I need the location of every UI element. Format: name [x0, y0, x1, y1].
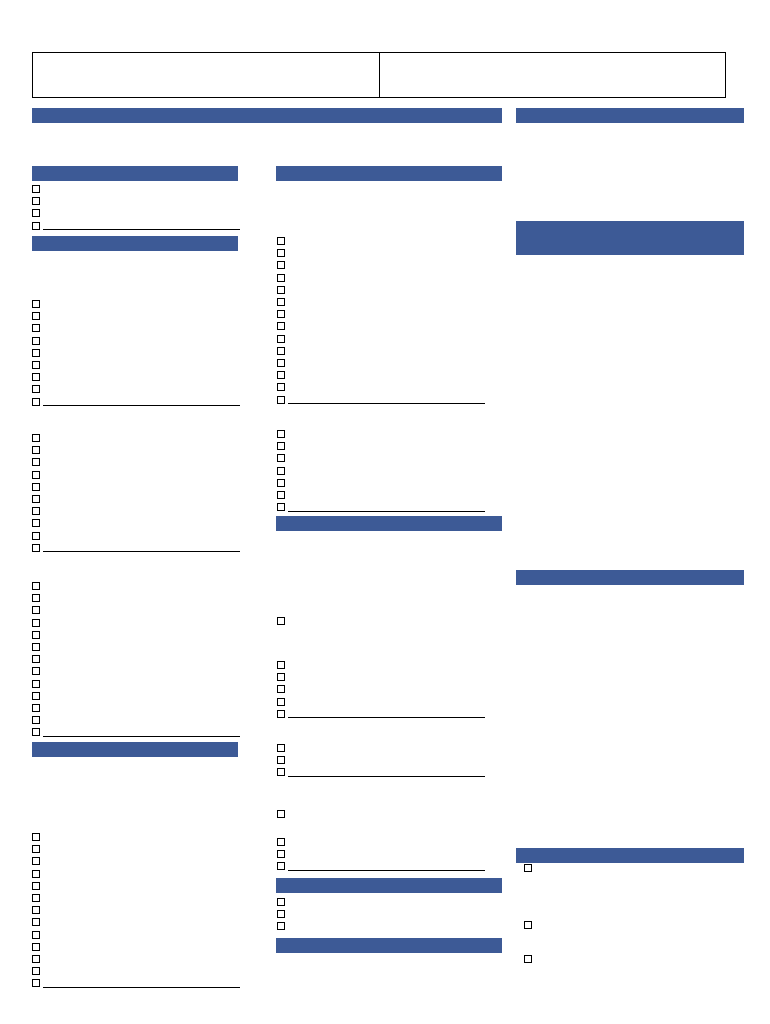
- course-row[interactable]: [32, 714, 258, 726]
- course-row[interactable]: [32, 831, 258, 843]
- course-row[interactable]: [277, 452, 503, 464]
- checkbox[interactable]: [32, 209, 40, 217]
- checkbox[interactable]: [32, 544, 40, 552]
- write-in-row[interactable]: [277, 501, 503, 513]
- course-row[interactable]: [32, 953, 258, 965]
- developmental-header: [276, 878, 502, 893]
- checkbox[interactable]: [32, 582, 40, 590]
- checkbox[interactable]: [277, 237, 285, 245]
- checkbox[interactable]: [32, 967, 40, 975]
- checkbox[interactable]: [277, 756, 285, 764]
- course-row[interactable]: [32, 892, 258, 904]
- course-row[interactable]: [32, 904, 258, 916]
- course-row[interactable]: [277, 259, 503, 271]
- write-in-row[interactable]: [277, 860, 503, 872]
- humanities-visual-arts-list: [32, 298, 258, 408]
- checkbox[interactable]: [277, 430, 285, 438]
- course-row[interactable]: [32, 604, 258, 616]
- checkbox[interactable]: [32, 882, 40, 890]
- write-in-row[interactable]: [277, 393, 503, 405]
- checkbox[interactable]: [32, 716, 40, 724]
- write-in-line[interactable]: [288, 862, 485, 871]
- humanities-philosophy-list: [32, 432, 258, 554]
- checkbox[interactable]: [32, 955, 40, 963]
- checkbox[interactable]: [32, 692, 40, 700]
- checkbox[interactable]: [32, 185, 40, 193]
- checkbox[interactable]: [277, 810, 285, 818]
- checkbox[interactable]: [32, 979, 40, 987]
- checkbox[interactable]: [277, 862, 285, 870]
- biological-sciences-list: [277, 428, 503, 513]
- course-row[interactable]: [277, 671, 503, 683]
- course-row[interactable]: [277, 808, 503, 820]
- checkbox[interactable]: [277, 685, 285, 693]
- checkbox[interactable]: [32, 446, 40, 454]
- course-row[interactable]: [32, 592, 258, 604]
- checkbox[interactable]: [32, 519, 40, 527]
- checkbox[interactable]: [277, 396, 285, 404]
- mathematics-list: [32, 831, 258, 989]
- write-in-row[interactable]: [32, 977, 258, 989]
- course-row[interactable]: [277, 742, 503, 754]
- checkbox[interactable]: [277, 491, 285, 499]
- course-row[interactable]: [277, 272, 503, 284]
- course-row[interactable]: [277, 308, 503, 320]
- checkbox[interactable]: [277, 454, 285, 462]
- checkbox[interactable]: [277, 898, 285, 906]
- write-in-row[interactable]: [32, 542, 258, 554]
- checkbox[interactable]: [277, 768, 285, 776]
- course-row[interactable]: [32, 617, 258, 629]
- course-row[interactable]: [277, 345, 503, 357]
- mathematics-header: [32, 742, 238, 757]
- course-row[interactable]: [277, 836, 503, 848]
- checkbox[interactable]: [277, 347, 285, 355]
- checkbox[interactable]: [277, 442, 285, 450]
- physical-sciences-list: [277, 235, 503, 406]
- major-electives-header: [516, 108, 744, 123]
- info-left: [33, 53, 379, 97]
- checkbox[interactable]: [32, 385, 40, 393]
- checkbox[interactable]: [277, 673, 285, 681]
- write-in-row[interactable]: [32, 396, 258, 408]
- checkbox[interactable]: [32, 471, 40, 479]
- checkbox[interactable]: [32, 655, 40, 663]
- course-row[interactable]: [32, 653, 258, 665]
- course-row[interactable]: [277, 489, 503, 501]
- course-row[interactable]: [32, 383, 258, 395]
- course-row[interactable]: [277, 333, 503, 345]
- checkbox[interactable]: [277, 503, 285, 511]
- course-row[interactable]: [32, 665, 258, 677]
- course-row[interactable]: [32, 965, 258, 977]
- checkbox[interactable]: [524, 921, 532, 929]
- write-in-line[interactable]: [43, 543, 240, 552]
- checkbox[interactable]: [277, 274, 285, 282]
- checkbox[interactable]: [32, 483, 40, 491]
- course-row[interactable]: [32, 929, 258, 941]
- natural-sciences-header: [276, 166, 502, 181]
- key-header: [276, 938, 502, 953]
- other-requirements-header: [516, 848, 744, 863]
- course-row[interactable]: [277, 235, 503, 247]
- write-in-line[interactable]: [288, 709, 485, 718]
- write-in-line[interactable]: [43, 397, 240, 406]
- checkbox[interactable]: [277, 479, 285, 487]
- checkbox[interactable]: [32, 324, 40, 332]
- checkbox[interactable]: [277, 286, 285, 294]
- write-in-row[interactable]: [277, 766, 503, 778]
- general-education-core-requirement: [524, 864, 746, 872]
- course-row[interactable]: [277, 848, 503, 860]
- course-row[interactable]: [277, 284, 503, 296]
- checkbox[interactable]: [32, 373, 40, 381]
- checkbox[interactable]: [277, 322, 285, 330]
- history-global-list: [277, 659, 503, 720]
- checkbox[interactable]: [277, 698, 285, 706]
- course-row[interactable]: [277, 477, 503, 489]
- write-in-line[interactable]: [288, 395, 485, 404]
- checkbox[interactable]: [32, 870, 40, 878]
- foreign-language-requirement: [524, 955, 746, 963]
- checkbox[interactable]: [277, 298, 285, 306]
- course-row[interactable]: [32, 505, 258, 517]
- course-row[interactable]: [32, 335, 258, 347]
- course-row[interactable]: [32, 868, 258, 880]
- course-row[interactable]: [32, 359, 258, 371]
- checkbox[interactable]: [32, 631, 40, 639]
- notes-header: [516, 570, 744, 585]
- communications-header: [32, 166, 238, 181]
- course-row[interactable]: [32, 469, 258, 481]
- course-row[interactable]: [32, 855, 258, 867]
- checkbox[interactable]: [277, 359, 285, 367]
- history-us-list: [277, 742, 503, 779]
- course-row[interactable]: [32, 347, 258, 359]
- humanities-literature-list: [32, 580, 258, 738]
- checkbox[interactable]: [32, 906, 40, 914]
- course-row[interactable]: [277, 615, 503, 627]
- checkbox[interactable]: [277, 249, 285, 257]
- checkbox[interactable]: [32, 667, 40, 675]
- course-row[interactable]: [32, 298, 258, 310]
- course-row[interactable]: [277, 908, 503, 920]
- course-row[interactable]: [32, 444, 258, 456]
- course-row[interactable]: [32, 941, 258, 953]
- government-global-list: [277, 808, 503, 820]
- course-row[interactable]: [32, 183, 258, 195]
- course-row[interactable]: [277, 754, 503, 766]
- course-row[interactable]: [32, 195, 258, 207]
- social-sciences-header: [276, 516, 502, 531]
- checkbox[interactable]: [277, 261, 285, 269]
- course-row[interactable]: [32, 310, 258, 322]
- write-in-line[interactable]: [43, 728, 240, 737]
- checkbox[interactable]: [277, 710, 285, 718]
- checkbox[interactable]: [32, 361, 40, 369]
- checkbox[interactable]: [32, 337, 40, 345]
- course-row[interactable]: [32, 432, 258, 444]
- checkbox[interactable]: [32, 704, 40, 712]
- checkbox[interactable]: [32, 594, 40, 602]
- gened-header: [32, 108, 502, 123]
- course-row[interactable]: [32, 493, 258, 505]
- checkbox[interactable]: [32, 833, 40, 841]
- checkbox[interactable]: [32, 349, 40, 357]
- checkbox[interactable]: [32, 918, 40, 926]
- course-row[interactable]: [32, 880, 258, 892]
- checkbox[interactable]: [277, 335, 285, 343]
- course-row[interactable]: [32, 207, 258, 219]
- write-in-line[interactable]: [43, 979, 240, 988]
- civic-literacy-requirement: [524, 921, 746, 929]
- electives-header: [516, 221, 744, 255]
- course-row[interactable]: [277, 696, 503, 708]
- checkbox[interactable]: [32, 312, 40, 320]
- developmental-list: [277, 896, 503, 933]
- checkbox[interactable]: [32, 943, 40, 951]
- course-row[interactable]: [32, 481, 258, 493]
- write-in-line[interactable]: [288, 768, 485, 777]
- checkbox[interactable]: [32, 300, 40, 308]
- communications-list: [32, 183, 258, 232]
- course-row[interactable]: [32, 916, 258, 928]
- course-row[interactable]: [277, 320, 503, 332]
- course-row[interactable]: [277, 428, 503, 440]
- checkbox[interactable]: [32, 458, 40, 466]
- info-right: [379, 53, 726, 97]
- course-row[interactable]: [277, 920, 503, 932]
- checkbox[interactable]: [32, 606, 40, 614]
- course-row[interactable]: [32, 641, 258, 653]
- checkbox[interactable]: [32, 619, 40, 627]
- checkbox[interactable]: [32, 845, 40, 853]
- checkbox[interactable]: [32, 728, 40, 736]
- write-in-row[interactable]: [277, 708, 503, 720]
- government-us-list: [277, 836, 503, 873]
- checkbox[interactable]: [277, 661, 285, 669]
- course-row[interactable]: [32, 322, 258, 334]
- course-row[interactable]: [277, 357, 503, 369]
- course-row[interactable]: [277, 896, 503, 908]
- checkbox[interactable]: [524, 955, 532, 963]
- checkbox[interactable]: [524, 864, 532, 872]
- course-row[interactable]: [32, 371, 258, 383]
- course-row[interactable]: [32, 517, 258, 529]
- checkbox[interactable]: [277, 744, 285, 752]
- checkbox[interactable]: [277, 383, 285, 391]
- course-row[interactable]: [277, 381, 503, 393]
- checkbox[interactable]: [32, 643, 40, 651]
- checkbox[interactable]: [32, 222, 40, 230]
- write-in-row[interactable]: [32, 220, 258, 232]
- checkbox[interactable]: [32, 532, 40, 540]
- course-row[interactable]: [277, 296, 503, 308]
- checkbox[interactable]: [32, 507, 40, 515]
- course-row[interactable]: [277, 440, 503, 452]
- course-row[interactable]: [32, 456, 258, 468]
- course-row[interactable]: [277, 683, 503, 695]
- course-row[interactable]: [277, 465, 503, 477]
- checkbox[interactable]: [32, 931, 40, 939]
- behavioral-sciences-list: [277, 615, 503, 627]
- checkbox[interactable]: [32, 894, 40, 902]
- checkbox[interactable]: [277, 838, 285, 846]
- write-in-line[interactable]: [43, 221, 240, 230]
- course-row[interactable]: [32, 690, 258, 702]
- checkbox[interactable]: [277, 310, 285, 318]
- checkbox[interactable]: [277, 467, 285, 475]
- checkbox[interactable]: [32, 197, 40, 205]
- checkbox[interactable]: [277, 850, 285, 858]
- checkbox[interactable]: [277, 910, 285, 918]
- write-in-line[interactable]: [288, 503, 485, 512]
- course-row[interactable]: [32, 530, 258, 542]
- course-row[interactable]: [32, 702, 258, 714]
- course-row[interactable]: [32, 843, 258, 855]
- checkbox[interactable]: [32, 495, 40, 503]
- checkbox[interactable]: [32, 398, 40, 406]
- course-row[interactable]: [277, 369, 503, 381]
- humanities-header: [32, 236, 238, 251]
- checkbox[interactable]: [277, 922, 285, 930]
- checkbox[interactable]: [32, 680, 40, 688]
- course-row[interactable]: [32, 678, 258, 690]
- course-row[interactable]: [277, 659, 503, 671]
- checkbox[interactable]: [277, 371, 285, 379]
- checkbox[interactable]: [277, 617, 285, 625]
- write-in-row[interactable]: [32, 726, 258, 738]
- checkbox[interactable]: [32, 857, 40, 865]
- course-row[interactable]: [32, 580, 258, 592]
- student-info-box: [32, 52, 726, 98]
- course-row[interactable]: [32, 629, 258, 641]
- checkbox[interactable]: [32, 434, 40, 442]
- course-row[interactable]: [277, 247, 503, 259]
